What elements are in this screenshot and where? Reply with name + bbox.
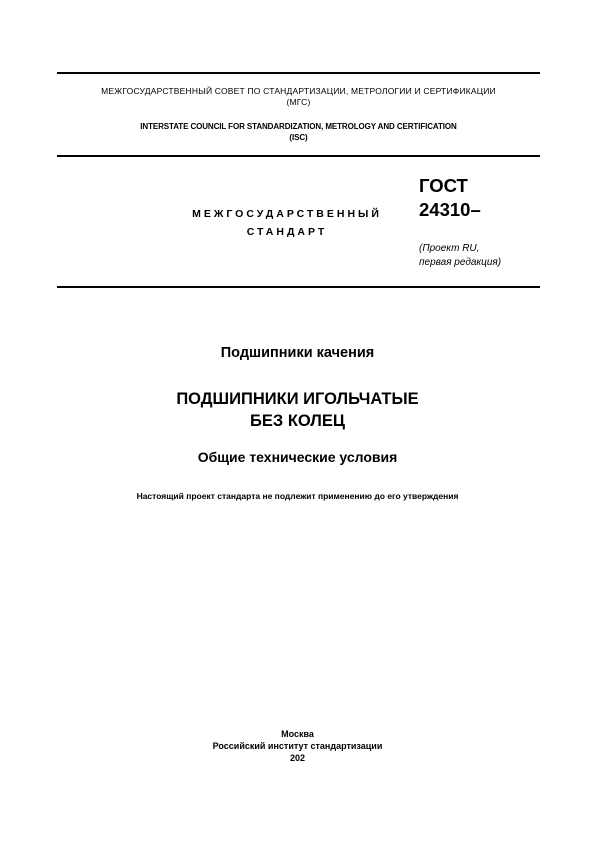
draft-notice: Настоящий проект стандарта не подлежит применению до его утверждения (136, 491, 459, 501)
publication-info (0, 728, 595, 764)
draft-note-line2: первая редакция) (419, 257, 502, 268)
council-name-ru-line2: (МГС) (286, 97, 311, 107)
designation-divider (57, 286, 540, 288)
standard-title-line2: БЕЗ КОЛЕЦ (250, 412, 345, 430)
council-name-en-line1: INTERSTATE COUNCIL FOR STANDARDIZATION, METROLOGY AND CERTIFICATION (140, 122, 457, 131)
standard-title-line1: ПОДШИПНИКИ ИГОЛЬЧАТЫЕ (176, 390, 419, 408)
gost-designation (419, 174, 481, 222)
publisher-name: Российский институт стандартизации (212, 741, 383, 751)
draft-note (419, 242, 501, 270)
standard-type-line2: СТАНДАРТ (246, 226, 328, 238)
standard-type-line1: МЕЖГОСУДАРСТВЕННЫЙ (192, 208, 382, 220)
draft-note-line1: (Проект RU, (419, 243, 480, 254)
header-divider (57, 155, 540, 157)
gost-label: ГОСТ (419, 175, 468, 196)
council-name-ru (57, 86, 540, 108)
standard-series: Подшипники качения (220, 345, 375, 361)
top-rule (57, 72, 540, 74)
council-name-en-line2: (ISC) (289, 133, 308, 142)
standard-title (0, 388, 595, 432)
council-name-en (57, 121, 540, 143)
publication-city: Москва (281, 729, 314, 739)
standard-type (170, 205, 404, 241)
gost-number: 24310– (419, 199, 481, 220)
publication-year: 202 (289, 753, 306, 763)
standard-subtitle: Общие технические условия (197, 449, 398, 465)
council-name-ru-line1: МЕЖГОСУДАРСТВЕННЫЙ СОВЕТ ПО СТАНДАРТИЗАЦИИ, МЕТРОЛОГИИ И СЕРТИФИКАЦИИ (101, 86, 496, 96)
